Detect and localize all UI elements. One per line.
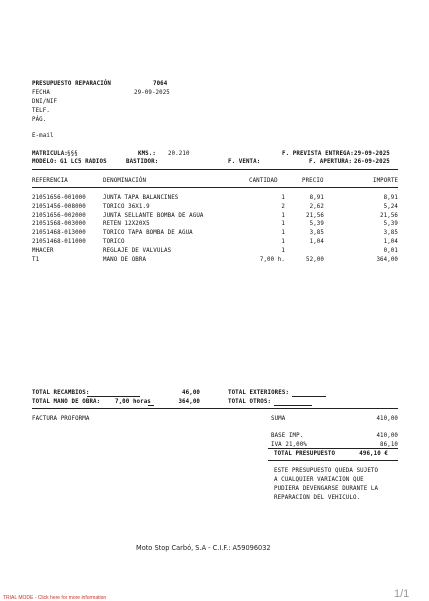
row-referencia: 21051568-003000 — [32, 221, 86, 228]
row-cantidad: 1 — [281, 230, 285, 237]
modelo-value: G1 LC5 RADIOS — [60, 159, 107, 165]
total-otros-label: TOTAL OTROS: — [228, 399, 272, 405]
venta-label: F. VENTA: — [228, 159, 261, 165]
row-denominacion: TORICO 36X1.9 — [103, 203, 150, 210]
iva-label: IVA 21,00% — [271, 442, 307, 448]
row-precio: 3,85 — [309, 230, 324, 237]
col-denominacion: DENOMINACIÓN — [103, 178, 147, 184]
divider-header — [32, 187, 398, 188]
row-referencia: 21051656-002000 — [32, 212, 86, 219]
matricula-label: MATRICULA: — [32, 151, 68, 157]
row-referencia: MHACER — [32, 247, 54, 254]
telf-label: TELF. — [32, 108, 50, 114]
row-importe: 8,91 — [383, 195, 398, 201]
document-title: PRESUPUESTO REPARACIÓN — [32, 81, 111, 87]
row-importe: 3,85 — [383, 230, 398, 237]
dni-label: DNI/NIF — [32, 99, 58, 105]
iva-value: 86,10 — [380, 442, 398, 448]
base-value: 410,00 — [376, 433, 398, 439]
row-precio: 2,62 — [309, 203, 324, 210]
suma-label: SUMA — [271, 416, 286, 422]
total-mano-hours: 7,00 horas — [115, 399, 151, 405]
row-referencia: 21051468-013000 — [32, 230, 86, 237]
note-line-2: A CUALQUIER VARIACION QUE — [274, 477, 364, 483]
prevista-label: F. PREVISTA ENTREGA: — [282, 151, 354, 157]
row-importe: 5,24 — [383, 203, 398, 210]
row-denominacion: JUNTA TAPA BALANCINES — [103, 195, 179, 201]
apertura-value: 26-09-2025 — [354, 159, 390, 165]
row-denominacion: JUNTA SELLANTE BOMBA DE AGUA — [103, 212, 204, 219]
row-importe: 21,56 — [380, 212, 398, 219]
company-footer: Moto Stop Carbó, S.A - C.I.F.: A59096032 — [136, 544, 271, 552]
row-precio: 52,00 — [306, 256, 324, 263]
row-referencia: 21051656-001000 — [32, 195, 86, 201]
total-recambios-value: 46,00 — [182, 390, 200, 396]
kms-label: KMS.: — [138, 151, 156, 157]
divider-total-presupuesto — [268, 448, 398, 449]
divider-top — [32, 169, 398, 170]
apertura-label: F. APERTURA: — [309, 159, 353, 165]
total-presupuesto-label: TOTAL PRESUPUESTO — [274, 451, 336, 457]
matricula-value: §§§ — [67, 151, 78, 157]
factura-proforma-label: FACTURA PROFORMA — [32, 416, 90, 422]
row-cantidad: 7,00 h. — [259, 256, 285, 263]
note-line-3: PUDIERA DEVENGARSE DURANTE LA — [274, 486, 379, 492]
row-referencia: T1 — [32, 256, 40, 263]
total-presupuesto-value: 496,10 € — [359, 451, 388, 457]
note-line-1: ESTE PRESUPUESTO QUEDA SUJETO — [274, 468, 379, 474]
row-importe: 1,04 — [383, 239, 398, 245]
row-cantidad: 1 — [281, 239, 285, 245]
col-referencia: REFERENCIA — [32, 178, 68, 184]
col-importe: IMPORTE — [373, 178, 399, 184]
total-mano-label: TOTAL MANO DE OBRA: — [32, 399, 101, 405]
row-cantidad: 1 — [281, 195, 285, 201]
otros-underline — [274, 405, 312, 406]
pag-label: PÁG. — [32, 117, 47, 123]
row-importe: 5,39 — [383, 221, 398, 228]
row-precio: 5,39 — [309, 221, 324, 228]
email-label: E-mail — [32, 133, 54, 139]
base-label: BASE IMP. — [271, 433, 304, 439]
row-denominacion: RETEN 12X20X5 — [103, 221, 150, 228]
exteriores-underline — [292, 396, 326, 397]
col-precio: PRECIO — [302, 178, 324, 184]
row-denominacion: TORICO TAPA BOMBA DE AGUA — [103, 230, 193, 237]
fecha-label: FECHA — [32, 90, 50, 96]
divider-totals — [32, 408, 398, 409]
recambios-underline — [87, 396, 140, 397]
bastidor-label: BASTIDOR: — [126, 159, 159, 165]
row-precio: 21,56 — [306, 212, 324, 219]
row-referencia: 21051468-011000 — [32, 239, 86, 245]
total-recambios-label: TOTAL RECAMBIOS: — [32, 390, 90, 396]
note-line-4: REPARACION DEL VEHICULO. — [274, 495, 361, 501]
row-denominacion: TORICO — [103, 239, 125, 245]
prevista-value: 29-09-2025 — [354, 151, 390, 157]
row-cantidad: 1 — [281, 221, 285, 228]
kms-value: 20.210 — [168, 151, 190, 157]
row-referencia: 21051456-008000 — [32, 203, 86, 210]
row-denominacion: MANO DE OBRA — [103, 256, 147, 263]
row-precio: 1,04 — [309, 239, 324, 245]
col-cantidad: CANTIDAD — [249, 178, 278, 184]
total-mano-value: 364,00 — [178, 399, 200, 405]
row-importe: 364,00 — [376, 256, 398, 263]
row-cantidad: 1 — [281, 212, 285, 219]
suma-value: 410,00 — [376, 416, 398, 422]
budget-number: 7064 — [153, 81, 168, 87]
page-number: 1/1 — [394, 588, 410, 600]
modelo-label: MODELO: — [32, 159, 58, 165]
divider-summary-bottom — [268, 460, 398, 461]
row-cantidad: 2 — [281, 203, 285, 210]
row-importe: 0,01 — [383, 247, 398, 254]
row-denominacion: REGLAJE DE VALVULAS — [103, 247, 172, 254]
mano-underline — [148, 405, 154, 406]
trial-mode-link[interactable]: TRIAL MODE - Click here for more information — [3, 595, 107, 601]
fecha-value: 29-09-2025 — [134, 90, 170, 96]
total-exteriores-label: TOTAL EXTERIORES: — [228, 390, 290, 396]
row-cantidad: 1 — [281, 247, 285, 254]
row-precio: 8,91 — [309, 195, 324, 201]
